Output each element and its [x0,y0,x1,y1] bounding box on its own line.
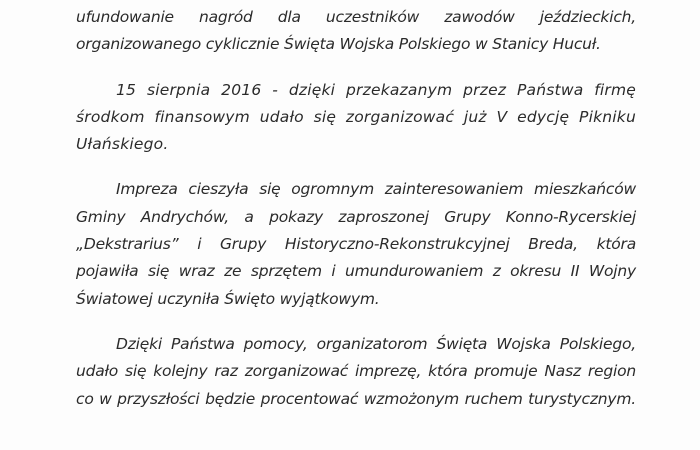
paragraph-thanks-promotion [76,331,636,413]
text-line: co w przyszłości będzie procentować wzmożonym ruchem turystycznym. [76,389,636,408]
text-line: udało się kolejny raz zorganizować imprezę, która promuje Nasz region [76,362,636,381]
text-line: ufundowanie nagród dla uczestników zawodów jeździeckich, [76,8,636,26]
paragraph-picnic-edition [76,77,636,159]
paragraph-funding-continuation [76,4,636,59]
text-line: Ułańskiego. [76,135,169,154]
text-line: Impreza cieszyła się ogromnym zainteresowaniem mieszkańców [116,180,636,199]
text-line: organizowanego cyklicznie Święta Wojska Polskiego w Stanicy Hucuł. [76,35,601,54]
text-line: Dzięki Państwa pomocy, organizatorom Święta Wojska Polskiego, [116,334,636,353]
text-line: „Dekstrarius” i Grupy Historyczno-Rekonstrukcyjnej Breda, która [76,235,636,254]
letter-body [76,4,636,431]
text-line: środkom finansowym udało się zorganizować już V edycję Pikniku [76,107,636,126]
text-line: 15 sierpnia 2016 - dzięki przekazanym przez Państwa firmę [116,80,636,99]
paragraph-event-interest [76,176,636,312]
text-line: Gminy Andrychów, a pokazy zaproszonej Grupy Konno-Rycerskiej [76,207,636,226]
text-line: Światowej uczyniła Święto wyjątkowym. [76,289,380,308]
text-line: pojawiła się wraz ze sprzętem i umundurowaniem z okresu II Wojny [76,262,636,281]
